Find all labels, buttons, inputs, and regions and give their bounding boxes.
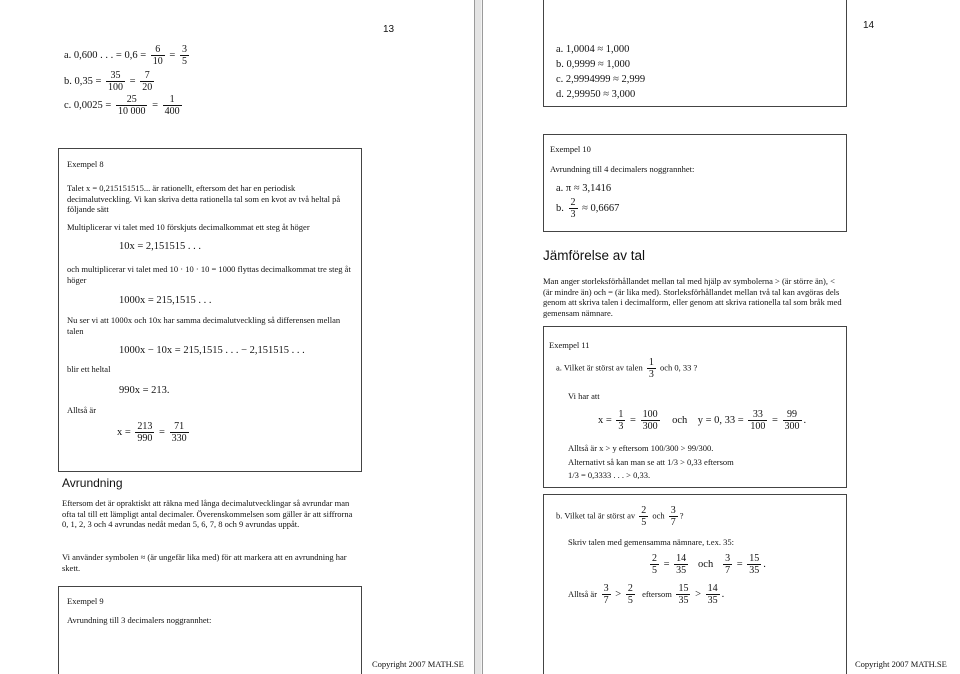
paragraph: Man anger storleksförhållandet mellan tal med hjälp av symbolerna > (är större än), < (är mindre än) och = (är lika med). Storleksförhållandet mellan två tal kan avgöras dels genom att skriva talen i decimalform, eller genom att skriva rationella tal som bråk med gemensam nämnare. bbox=[543, 276, 842, 318]
list-item: a. Vilket är störst av talen $\frac{1}{3}$ och 0, 33 ? bbox=[556, 357, 698, 380]
paragraph: Talet x = 0,215151515... är rationellt, eftersom det har en periodisk decimalutveckling. Vi kan skriva detta rationella tal som en kvot av två heltal på följande sätt bbox=[67, 183, 341, 214]
list-item: b. $\frac{2}{3}$ ≈ 0,6667 bbox=[556, 197, 620, 220]
example-title: Exempel 11 bbox=[549, 340, 590, 350]
right-page bbox=[482, 0, 960, 674]
paragraph: Avrundning till 3 decimalers noggrannhet: bbox=[67, 615, 212, 625]
list-item: c. 0,0025 = $\frac{25}{10 000}$ = $\frac{1}{400}$ bbox=[64, 94, 180, 117]
paragraph: och multiplicerar vi talet med 10 · 10 · 10 = 1000 flyttas decimalkommat tre steg åt höger bbox=[67, 264, 351, 285]
example-title: Exempel 9 bbox=[67, 596, 104, 606]
paragraph: Vi använder symbolen ≈ (är ungefär lika med) för att markera att en avrundning har skett. bbox=[62, 552, 347, 573]
paragraph: Alltså är bbox=[67, 405, 97, 415]
paragraph: Multiplicerar vi talet med 10 förskjuts decimalkommat ett steg åt höger bbox=[67, 222, 310, 232]
list-item: c. 2,9994999 ≈ 2,999 bbox=[556, 74, 646, 85]
page-gutter bbox=[475, 0, 481, 674]
equation: 1000x − 10x = 215,1515 . . . − 2,151515 . . . bbox=[119, 345, 305, 356]
section-heading: Avrundning bbox=[62, 476, 123, 490]
list-item: a. 0,600 . . . = 0,6 = $\frac{6}{10}$ = $\frac{3}{5}$ bbox=[64, 44, 187, 67]
equation: Alltså är $\frac{3}{7}$ > $\frac{2}{5}$ eftersom $\frac{15}{35}$ > $\frac{14}{35}$ . bbox=[568, 583, 725, 606]
list-item: d. 2,99950 ≈ 3,000 bbox=[556, 89, 636, 100]
list-item: b. 0,35 = $\frac{35}{100}$ = $\frac{7}{20}$ bbox=[64, 70, 153, 93]
footer-copyright: Copyright 2007 MATH.SE bbox=[855, 659, 947, 669]
example-title: Exempel 8 bbox=[67, 159, 104, 169]
example-box bbox=[543, 0, 847, 107]
example-box bbox=[58, 586, 362, 674]
list-item: a. π ≈ 3,1416 bbox=[556, 183, 612, 194]
paragraph: Alltså är x > y eftersom 100/300 > 99/300. bbox=[568, 443, 714, 453]
equation: x = $\frac{1}{3}$ = $\frac{100}{300}$ och y = 0, 33 = $\frac{33}{100}$ = $\frac{99}{300}$ . bbox=[598, 409, 807, 432]
equation: $\frac{2}{5}$ = $\frac{14}{35}$ och $\frac{3}{7}$ = $\frac{15}{35}$ . bbox=[652, 553, 766, 576]
paragraph: Alternativt så kan man se att 1/3 > 0,33 eftersom bbox=[568, 457, 734, 467]
example-box bbox=[543, 326, 847, 488]
equation: x = $\frac{213}{990}$ = $\frac{71}{330}$ bbox=[117, 421, 187, 444]
list-item: a. 1,0004 ≈ 1,000 bbox=[556, 44, 630, 55]
paragraph: Vi har att bbox=[568, 391, 600, 401]
equation: 990x = 213. bbox=[119, 385, 170, 396]
example-box bbox=[58, 148, 362, 472]
paragraph: Nu ser vi att 1000x och 10x har samma decimalutveckling så differensen mellan talen bbox=[67, 315, 341, 336]
list-item: b. Vilket tal är störst av $\frac{2}{5}$ och $\frac{3}{7}$ ? bbox=[556, 505, 684, 528]
example-box bbox=[543, 134, 847, 232]
equation: 10x = 2,151515 . . . bbox=[119, 241, 202, 252]
example-box bbox=[543, 494, 847, 674]
page-number: 14 bbox=[863, 20, 875, 31]
paragraph: Skriv talen med gemensamma nämnare, t.ex. 35: bbox=[568, 537, 734, 547]
paragraph: 1/3 = 0,3333 . . . > 0,33. bbox=[568, 470, 651, 480]
paragraph: Eftersom det är opraktiskt att räkna med långa decimalutvecklingar så avrundar man ofta tal till ett lämpligt antal decimaler. Överenskommelsen som gäller är att siffrorna 0, 1, 2, 3 och 4 avrundas nedåt medan 5, 6, 7, 8 och 9 avrundas uppåt. bbox=[62, 498, 353, 529]
paragraph: blir ett heltal bbox=[67, 364, 111, 374]
example-title: Exempel 10 bbox=[550, 144, 591, 154]
footer-copyright: Copyright 2007 MATH.SE bbox=[372, 659, 464, 669]
left-page bbox=[0, 0, 475, 674]
equation: 1000x = 215,1515 . . . bbox=[119, 295, 212, 306]
list-item: b. 0,9999 ≈ 1,000 bbox=[556, 59, 631, 70]
page-number: 13 bbox=[383, 24, 395, 35]
section-heading: Jämförelse av tal bbox=[543, 248, 646, 263]
paragraph: Avrundning till 4 decimalers noggrannhet: bbox=[550, 164, 695, 174]
